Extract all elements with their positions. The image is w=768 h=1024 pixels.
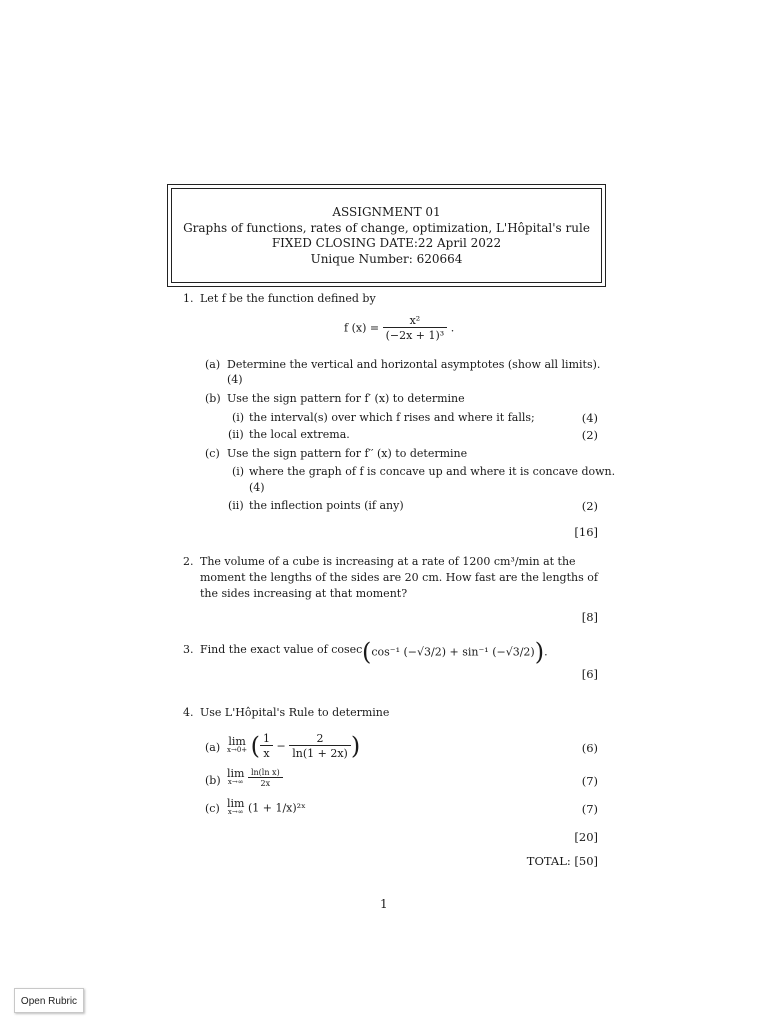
page-number: 1 xyxy=(380,897,388,911)
q1c-label: (c) xyxy=(205,447,220,460)
unique-number: Unique Number: 620664 xyxy=(310,251,463,266)
q1b-ii-label: (ii) xyxy=(228,428,244,441)
assignment-subtitle: Graphs of functions, rates of change, optimization, L'Hôpital's rule xyxy=(183,220,590,235)
q1c-ii-label: (ii) xyxy=(228,499,244,512)
q4-text: Use L'Hôpital's Rule to determine xyxy=(200,706,390,719)
q4a-open-paren: ( xyxy=(250,732,261,760)
q4a-close-paren: ) xyxy=(350,732,361,760)
q4a-term2-den: ln(1 + 2x) xyxy=(289,745,351,760)
q4a-minus: − xyxy=(276,739,286,753)
q4b-label: (b) xyxy=(205,774,221,787)
q3-inner-expression: cos⁻¹ (−√3/2) + sin⁻¹ (−√3/2) xyxy=(371,645,535,659)
q2-line1: The volume of a cube is increasing at a rate of 1200 cm³/min at the xyxy=(200,555,576,568)
q1b-label: (b) xyxy=(205,392,221,405)
q1c-i-label: (i) xyxy=(232,465,245,478)
q4a-expression xyxy=(227,732,360,760)
q1-total: [16] xyxy=(574,525,598,539)
grand-total: TOTAL: [50] xyxy=(526,854,598,868)
q4b-lim-subscript: x→∞ xyxy=(227,778,244,786)
q1-formula xyxy=(344,314,454,342)
q2-number: 2. xyxy=(183,555,194,568)
q4b-fraction xyxy=(248,768,283,788)
assignment-header-inner xyxy=(171,188,602,283)
q4c-lim-subscript: x→∞ xyxy=(227,808,244,816)
q4b-num: ln(ln x) xyxy=(250,768,280,777)
q4a-lim-word: lim xyxy=(228,735,246,748)
q1a-text: Determine the vertical and horizontal asymptotes (show all limits). xyxy=(227,358,601,371)
q1b-i-text: the interval(s) over which f rises and where it falls; xyxy=(249,411,535,424)
q4b-limit xyxy=(227,768,244,788)
q3-close-paren: ) xyxy=(534,638,545,666)
q3-period: . xyxy=(544,645,548,659)
q1c-i-text: where the graph of f is concave up and where it is concave down. xyxy=(249,465,616,478)
closing-date: FIXED CLOSING DATE:22 April 2022 xyxy=(271,236,502,250)
q4-total: [20] xyxy=(574,830,598,844)
open-rubric-button[interactable]: Open Rubric xyxy=(14,988,84,1013)
assignment-title: ASSIGNMENT 01 xyxy=(332,205,441,219)
q4a-term2 xyxy=(289,732,351,760)
q1-formula-period: . xyxy=(450,321,455,335)
q3-open-paren: ( xyxy=(362,638,372,666)
q1c-text: Use the sign pattern for f′′ (x) to determine xyxy=(227,447,468,460)
q1b-ii-marks: (2) xyxy=(581,428,598,442)
q4c-label: (c) xyxy=(205,802,220,815)
q4a-limit xyxy=(227,736,247,756)
q4c-marks: (7) xyxy=(581,802,598,816)
q4a-label: (a) xyxy=(205,741,221,754)
q3-number: 3. xyxy=(183,643,194,656)
q4c-expression xyxy=(227,798,306,818)
q1-intro: Let f be the function defined by xyxy=(200,292,376,305)
q4a-lim-subscript: x→0+ xyxy=(227,746,248,754)
q2-line2: moment the lengths of the sides are 20 cm. How fast are the lengths of xyxy=(200,571,598,584)
q4a-term1-den: x xyxy=(260,745,273,760)
q2-line3: the sides increasing at that moment? xyxy=(200,587,408,600)
q1-formula-numerator: x² xyxy=(409,314,421,327)
q4b-marks: (7) xyxy=(581,774,598,788)
q4c-expr: (1 + 1/x)²ˣ xyxy=(247,801,306,815)
q3-expression xyxy=(362,638,548,666)
q4a-term1-num: 1 xyxy=(263,732,271,745)
q1b-i-marks: (4) xyxy=(581,411,598,425)
q4a-term1 xyxy=(260,732,273,760)
q1a-label: (a) xyxy=(205,358,221,371)
q1b-text: Use the sign pattern for f′ (x) to determine xyxy=(227,392,465,405)
q1b-ii-text: the local extrema. xyxy=(249,428,350,441)
q1-formula-fraction xyxy=(383,314,448,342)
q1-formula-lhs: f (x) = xyxy=(344,321,380,335)
q4b-den: 2x xyxy=(248,777,283,788)
q4a-marks: (6) xyxy=(581,741,598,755)
q4c-lim-word: lim xyxy=(227,797,245,810)
q1c-i-marks: (4) xyxy=(249,481,265,494)
q1c-ii-marks: (2) xyxy=(581,499,598,513)
q1c-ii-text: the inflection points (if any) xyxy=(249,499,404,512)
q4b-expression xyxy=(227,768,283,788)
q2-total: [8] xyxy=(581,610,598,624)
q1a-marks: (4) xyxy=(227,373,243,386)
q3-text: Find the exact value of cosec xyxy=(200,643,363,656)
assignment-header-box xyxy=(167,184,606,287)
q4c-limit xyxy=(227,798,244,818)
q1b-i-label: (i) xyxy=(232,411,245,424)
q4-number: 4. xyxy=(183,706,194,719)
q1-number: 1. xyxy=(183,292,194,305)
q3-total: [6] xyxy=(581,667,598,681)
q4b-lim-word: lim xyxy=(227,767,245,780)
q1-formula-denominator: (−2x + 1)³ xyxy=(383,327,448,342)
q4a-term2-num: 2 xyxy=(316,732,324,745)
